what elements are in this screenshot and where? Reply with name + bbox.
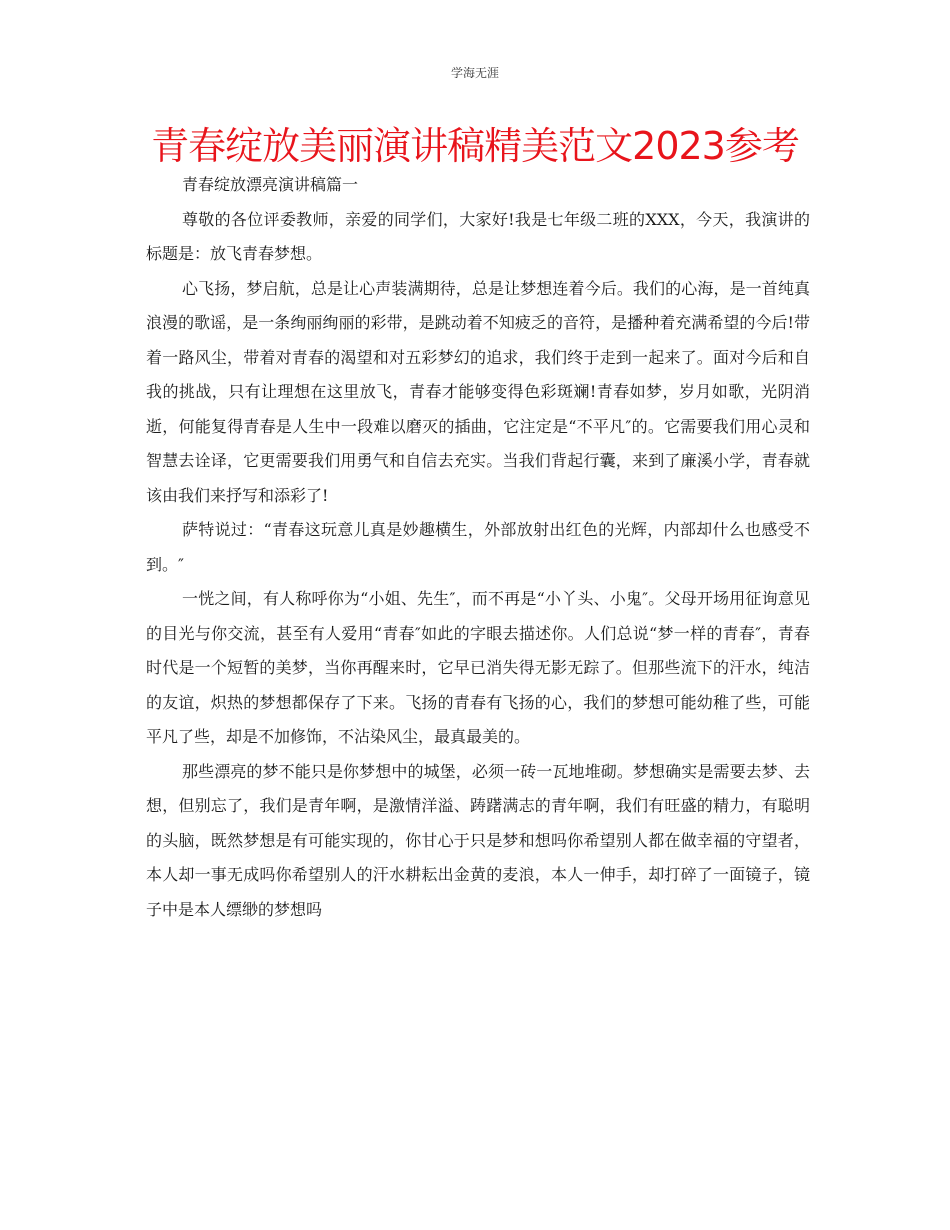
body-paragraph: 那些漂亮的梦不能只是你梦想中的城堡，必须一砖一瓦地堆砌。梦想确实是需要去梦、去想，但别忘了，我们是青年啊，是激情洋溢、踌躇满志的青年啊，我们有旺盛的精力，有聪明的头脑，既然梦想是有可能实现的，你甘心于只是梦和想吗你希望别人都在做幸福的守望者，本人却一事无成吗你希望别人的汗水耕耘出金黄的麦浪，本人一伸手，却打碎了一面镜子，镜子中是本人缥缈的梦想吗 [146,761,810,919]
body-paragraph: 尊敬的各位评委教师，亲爱的同学们，大家好!我是七年级二班的XXX，今天，我演讲的标题是：放飞青春梦想。 [146,209,810,263]
body-paragraph: 心飞扬，梦启航，总是让心声装满期待，总是让梦想连着今后。我们的心海，是一首纯真浪漫的歌谣，是一条绚丽绚丽的彩带，是跳动着不知疲乏的音符，是播种着充满希望的今后!带着一路风尘，带着对青春的渴望和对五彩梦幻的追求，我们终于走到一起来了。面对今后和自我的挑战，只有让理想在这里放飞，青春才能够变得色彩斑斓!青春如梦，岁月如歌，光阴消逝，何能复得青春是人生中一段难以磨灭的插曲，它注定是“不平凡″的。它需要我们用心灵和智慧去诠译，它更需要我们用勇气和自信去充实。当我们背起行囊，来到了廉溪小学，青春就该由我们来抒写和添彩了! [146,278,810,505]
body-paragraph: 一恍之间，有人称呼你为“小姐、先生″，而不再是“小丫头、小鬼″。父母开场用征询意见的目光与你交流，甚至有人爱用“青春″如此的字眼去描述你。人们总说“梦一样的青春″，青春时代是一个短暂的美梦，当你再醒来时，它早已消失得无影无踪了。但那些流下的汗水，纯洁的友谊，炽热的梦想都保存了下来。飞扬的青春有飞扬的心，我们的梦想可能幼稚了些，可能平凡了些，却是不加修饰，不沾染风尘，最真最美的。 [146,589,810,746]
subtitle-paragraph: 青春绽放漂亮演讲稿篇一 [182,175,359,194]
document-body [146,168,810,927]
document-title: 青春绽放美丽演讲稿精美范文2023参考 [151,124,799,168]
page-header: 学海无涯 [450,66,499,80]
body-paragraph: 萨特说过：“青春这玩意儿真是妙趣横生，外部放射出红色的光辉，内部却什么也感受不到。″ [146,520,810,574]
